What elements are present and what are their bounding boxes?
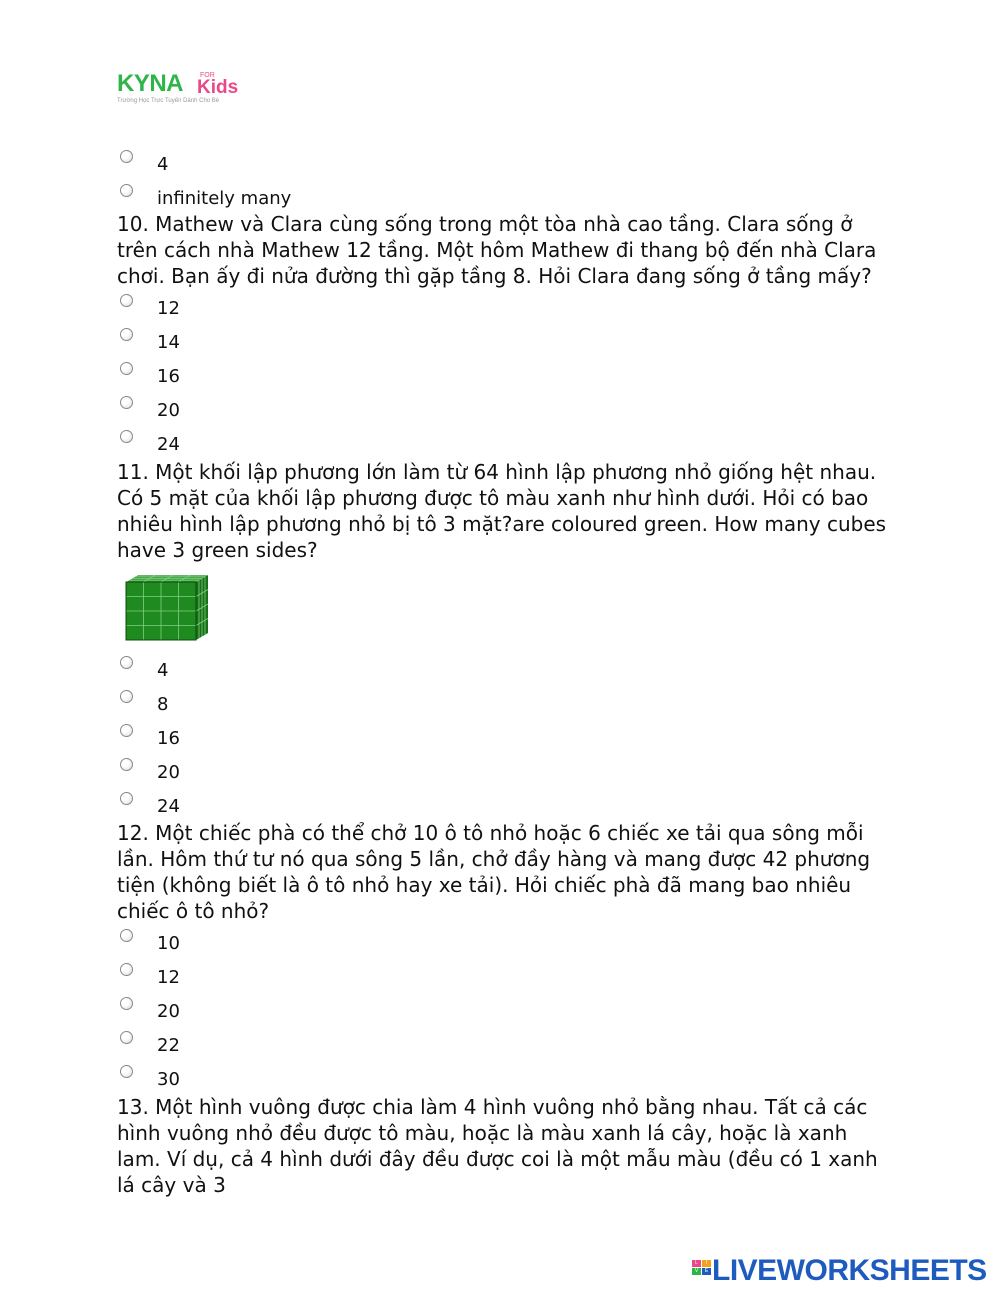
logo-square: V: [692, 1268, 701, 1275]
radio-button[interactable]: [120, 758, 133, 771]
question-12: 12. Một chiếc phà có thể chở 10 ô tô nhỏ hoặc 6 chiếc xe tải qua sông mỗi lần. Hôm thứ tư nó qua sông 5 lần, chở đầy hàng và mang được 42 phương tiện (không biết là ô tô nhỏ hay xe tải). Hỏi chiếc phà đã mang bao nhiêu chiếc ô tô nhỏ?: [117, 821, 871, 923]
logo-tagline: Trường Học Trực Tuyến Dành Cho Bé: [117, 98, 220, 104]
radio-button[interactable]: [120, 792, 133, 805]
radio-button[interactable]: [120, 1031, 133, 1044]
option-label: 12: [157, 967, 180, 988]
radio-button[interactable]: [120, 963, 133, 976]
logo-squares: [692, 1260, 712, 1284]
question-10: 10. Mathew và Clara cùng sống trong một tòa nhà cao tầng. Clara sống ở trên cách nhà Mathew 12 tầng. Một hôm Mathew đi thang bộ đến nhà Clara chơi. Bạn ấy đi nửa đường thì gặp tầng 8. Hỏi Clara đang sống ở tầng mấy?: [117, 212, 877, 288]
logo-for: FOR: [200, 72, 215, 79]
radio-button[interactable]: [120, 724, 133, 737]
option-label: 14: [157, 332, 180, 353]
logo-square: E: [702, 1268, 711, 1275]
option-label: 20: [157, 400, 180, 421]
logo-square: I: [702, 1260, 711, 1267]
question-11: 11. Một khối lập phương lớn làm từ 64 hình lập phương nhỏ giống hệt nhau. Có 5 mặt của khối lập phương được tô màu xanh như hình dưới. Hỏi có bao nhiêu hình lập phương nhỏ bị tô 3 mặt?are coloured green. How many cubes have 3 green sides?: [117, 460, 887, 562]
radio-button[interactable]: [120, 328, 133, 341]
option-label: 24: [157, 796, 180, 817]
option-label: 24: [157, 434, 180, 455]
radio-button[interactable]: [120, 430, 133, 443]
option-label: 4: [157, 154, 169, 175]
logo-kids: Kids: [197, 77, 239, 98]
radio-button[interactable]: [120, 1065, 133, 1078]
option-label: 16: [157, 728, 180, 749]
radio-button[interactable]: [120, 294, 133, 307]
option-label: 20: [157, 1001, 180, 1022]
radio-button[interactable]: [120, 690, 133, 703]
green-cube-image: [122, 574, 210, 642]
kyna-logo: [117, 68, 257, 108]
radio-button[interactable]: [120, 929, 133, 942]
option-label: 20: [157, 762, 180, 783]
logo-square: L: [692, 1260, 701, 1267]
radio-button[interactable]: [120, 396, 133, 409]
radio-button[interactable]: [120, 362, 133, 375]
option-label: 10: [157, 933, 180, 954]
radio-button[interactable]: [120, 184, 133, 197]
radio-button[interactable]: [120, 656, 133, 669]
radio-button[interactable]: [120, 997, 133, 1010]
option-label: 16: [157, 366, 180, 387]
option-label: 12: [157, 298, 180, 319]
option-label: 22: [157, 1035, 180, 1056]
radio-button[interactable]: [120, 150, 133, 163]
option-label: 4: [157, 660, 169, 681]
option-label: infinitely many: [157, 188, 292, 209]
logo-brand: KYNA: [117, 70, 184, 97]
question-13: 13. Một hình vuông được chia làm 4 hình vuông nhỏ bằng nhau. Tất cả các hình vuông nhỏ đều được tô màu, hoặc là màu xanh lá cây, hoặc là xanh lam. Ví dụ, cả 4 hình dưới đây đều được coi là một mẫu màu (đều có 1 xanh lá cây và 3: [117, 1095, 878, 1197]
option-label: 8: [157, 694, 169, 715]
footer-brand: LIVEWORKSHEETS: [712, 1254, 987, 1287]
option-label: 30: [157, 1069, 180, 1090]
